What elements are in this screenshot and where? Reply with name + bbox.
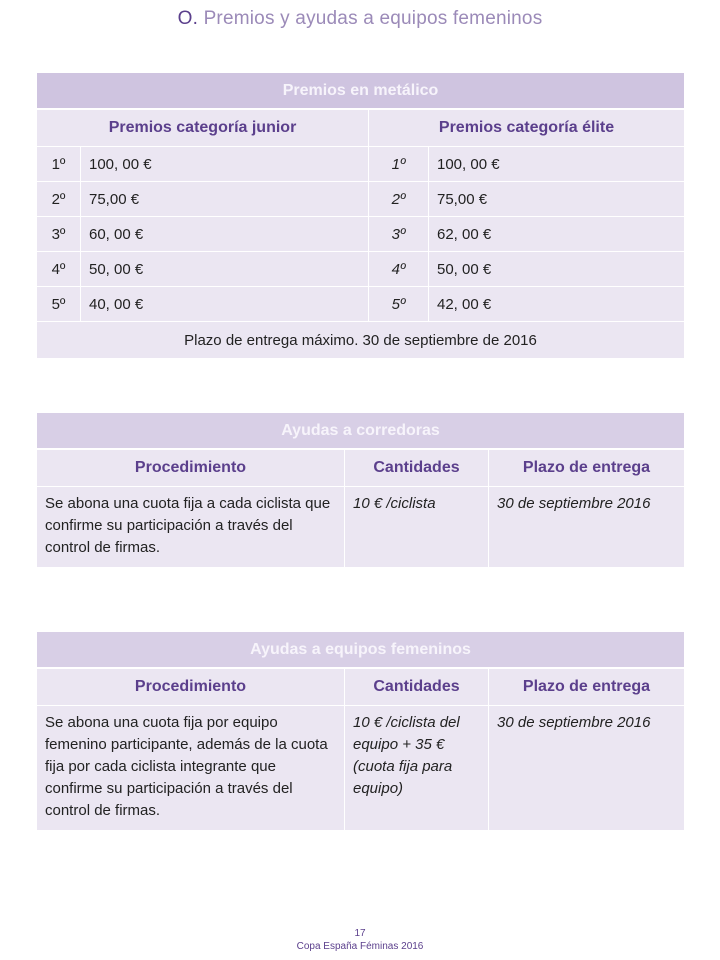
elite-rank: 2º: [369, 182, 429, 217]
procedure-text: Se abona una cuota fija por equipo femenino participante, además de la cuota fija por cada ciclista integrante que confirme su participación a través del control de firmas.: [37, 706, 345, 831]
amounts-header: Cantidades: [345, 668, 489, 706]
prizes-band: Premios en metálico: [37, 73, 685, 110]
table-row: [37, 252, 685, 287]
junior-amount: 60, 00 €: [81, 217, 369, 252]
elite-amount: 75,00 €: [429, 182, 685, 217]
footer-doc-title: Copa España Féminas 2016: [296, 941, 424, 952]
deadline-text: 30 de septiembre 2016: [489, 487, 685, 568]
table-row: [37, 147, 685, 182]
amounts-header: Cantidades: [345, 449, 489, 487]
riders-aid-table: [36, 412, 685, 568]
junior-rank: 3º: [37, 217, 81, 252]
section-title: Premios y ayudas a equipos femeninos: [203, 8, 543, 29]
table-row: [37, 182, 685, 217]
table-row: [37, 287, 685, 322]
junior-rank: 4º: [37, 252, 81, 287]
elite-amount: 50, 00 €: [429, 252, 685, 287]
elite-amount: 100, 00 €: [429, 147, 685, 182]
elite-amount: 42, 00 €: [429, 287, 685, 322]
procedure-text: Se abona una cuota fija a cada ciclista que confirme su participación a través del control de firmas.: [37, 487, 345, 568]
junior-rank: 5º: [37, 287, 81, 322]
amount-text: 10 € /ciclista del equipo + 35 € (cuota fija para equipo): [345, 706, 489, 831]
junior-rank: 2º: [37, 182, 81, 217]
teams-aid-table: [36, 631, 685, 831]
junior-amount: 40, 00 €: [81, 287, 369, 322]
elite-amount: 62, 00 €: [429, 217, 685, 252]
junior-rank: 1º: [37, 147, 81, 182]
deadline-header: Plazo de entrega: [489, 668, 685, 706]
page-number: 17: [354, 928, 366, 939]
deadline-text: 30 de septiembre 2016: [489, 706, 685, 831]
riders-band: Ayudas a corredoras: [37, 413, 685, 450]
amount-text: 10 € /ciclista: [345, 487, 489, 568]
prizes-deadline: Plazo de entrega máximo. 30 de septiembre de 2016: [37, 322, 685, 359]
teams-band: Ayudas a equipos femeninos: [37, 632, 685, 669]
junior-header: Premios categoría junior: [37, 109, 369, 147]
procedure-header: Procedimiento: [37, 449, 345, 487]
deadline-header: Plazo de entrega: [489, 449, 685, 487]
table-row: [37, 217, 685, 252]
junior-amount: 75,00 €: [81, 182, 369, 217]
table-row: [37, 706, 685, 831]
section-letter: O.: [177, 8, 199, 29]
elite-rank: 5º: [369, 287, 429, 322]
elite-rank: 3º: [369, 217, 429, 252]
junior-amount: 50, 00 €: [81, 252, 369, 287]
junior-amount: 100, 00 €: [81, 147, 369, 182]
elite-header: Premios categoría élite: [369, 109, 685, 147]
procedure-header: Procedimiento: [37, 668, 345, 706]
page-title: [0, 8, 720, 30]
elite-rank: 4º: [369, 252, 429, 287]
table-row: [37, 487, 685, 568]
elite-rank: 1º: [369, 147, 429, 182]
prizes-table: [36, 72, 685, 359]
